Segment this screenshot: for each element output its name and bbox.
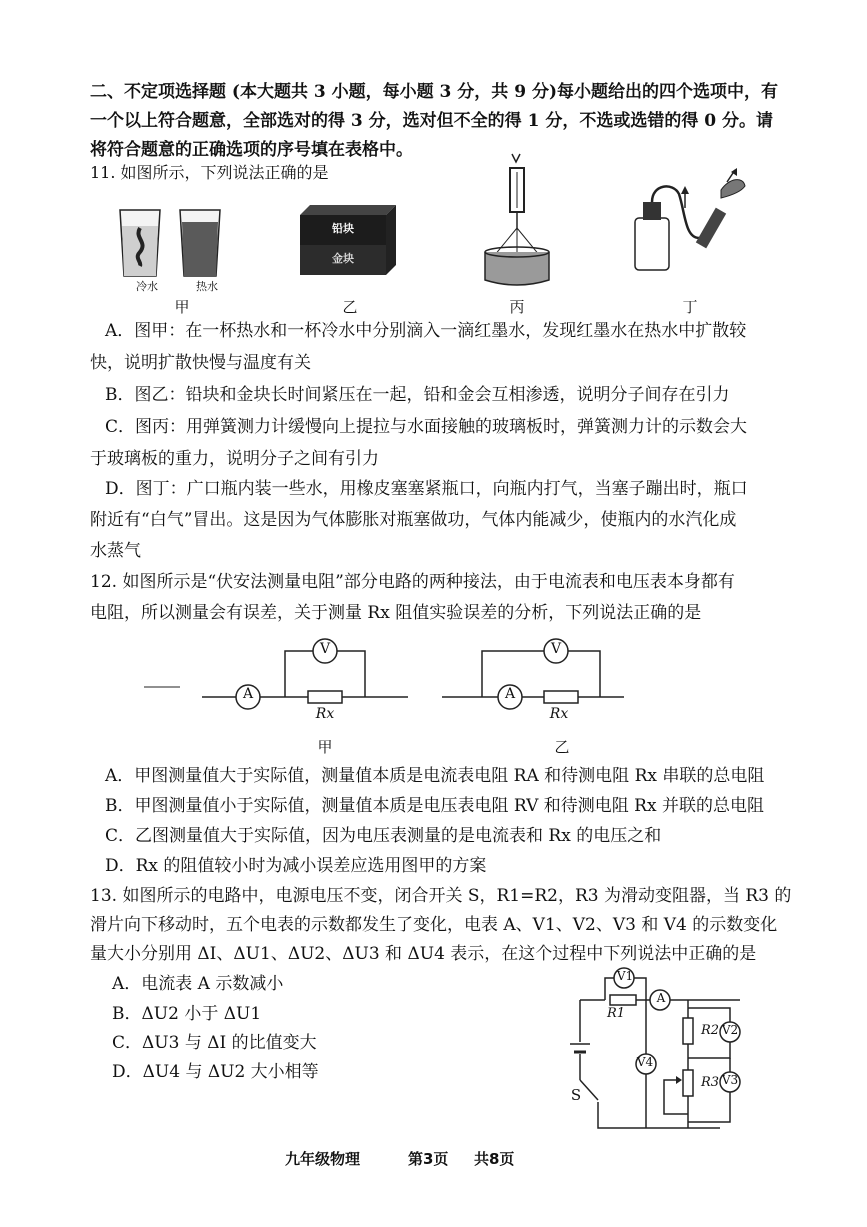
- q11-figure-ding-bottle-pump: [625, 168, 755, 278]
- r1-resistor: [610, 995, 636, 1005]
- q11-option-d-line1: D．图丁：广口瓶内装一些水，用橡皮塞塞紧瓶口，向瓶内打气，当塞子蹦出时，瓶口: [105, 479, 748, 499]
- wire-v2-bottom: [688, 1042, 730, 1058]
- q12-stem-line1: 12. 如图所示是“伏安法测量电阻”部分电路的两种接法，由于电流表和电压表本身都有: [90, 572, 735, 592]
- q11-figure-bing-spring-scale: [480, 152, 560, 292]
- q13-r3-label: R3: [700, 1075, 720, 1090]
- q13-r1-label: R1: [606, 1006, 626, 1021]
- q11-fig-jia-label: 甲: [174, 298, 190, 316]
- q13-a-label: A: [656, 991, 666, 1005]
- q13-v2-label: V2: [721, 1023, 739, 1037]
- q12-jia-ammeter-label: A: [242, 686, 254, 702]
- q11-option-d-line3: 水蒸气: [90, 541, 141, 561]
- gold-block-label: 金块: [332, 252, 354, 265]
- r2-resistor: [683, 1018, 693, 1044]
- q13-stem-line1: 13. 如图所示的电路中，电源电压不变，闭合开关 S，R1=R2，R3 为滑动变阻器，当 R3 的: [90, 886, 792, 906]
- footer-total-pages: 共8页: [474, 1150, 515, 1168]
- air-arrow-head: [681, 186, 689, 194]
- string-right: [517, 228, 540, 256]
- rx-resistor: [308, 691, 342, 703]
- scale-hook-top: [512, 154, 520, 162]
- air-pump: [696, 208, 726, 249]
- wire-v3-bottom: [688, 1092, 730, 1122]
- wire-v-right: [337, 651, 365, 697]
- wire-v-left: [285, 651, 313, 697]
- block-side: [386, 205, 396, 275]
- q12-fig-jia-label: 甲: [317, 738, 333, 756]
- q12-yi-voltmeter-label: V: [550, 641, 562, 657]
- hot-water-label: 热水: [196, 280, 218, 293]
- q13-switch-label: S: [570, 1086, 582, 1104]
- q11-option-c-line1: C．图丙：用弹簧测力计缓慢向上提拉与水面接触的玻璃板时，弹簧测力计的示数会大: [105, 417, 748, 437]
- q13-v3-label: V3: [721, 1073, 739, 1087]
- rheostat-slider-link: [664, 1102, 688, 1114]
- block-top: [300, 205, 396, 215]
- q11-fig-bing-label: 丙: [509, 298, 525, 316]
- rheostat-slider-wire: [664, 1080, 678, 1102]
- section-header-line1: 二、不定项选择题 (本大题共 3 小题，每小题 3 分，共 9 分)每小题给出的四个选项中，有: [90, 82, 779, 102]
- section-header-line3: 将符合题意的正确选项的序号填在表格中。: [90, 140, 413, 160]
- hand: [721, 180, 745, 198]
- q11-fig-ding-label: 丁: [682, 298, 698, 316]
- rx-resistor: [544, 691, 578, 703]
- string-left: [494, 228, 517, 256]
- q13-stem-line2: 滑片向下移动时，五个电表的示数都发生了变化，电表 A、V1、V2、V3 和 V4 的示数变化: [90, 915, 778, 935]
- footer-page-number: 第3页: [408, 1150, 449, 1168]
- q13-circuit: [560, 962, 780, 1134]
- q12-circuit-yi: [438, 635, 628, 735]
- q12-jia-rx-label: Rx: [315, 706, 335, 722]
- q13-option-d: D．ΔU4 与 ΔU2 大小相等: [112, 1062, 319, 1082]
- q11-stem: 11. 如图所示，下列说法正确的是: [90, 163, 329, 182]
- rheostat-slider-arrow: [676, 1076, 682, 1084]
- wire-v-right: [568, 651, 600, 697]
- q11-figure-yi-blocks: [300, 205, 400, 277]
- q12-circuit-jia: [140, 635, 420, 735]
- lead-block-label: 铅块: [332, 222, 354, 235]
- q12-yi-ammeter-label: A: [504, 686, 516, 702]
- wire-v2-top: [688, 1008, 730, 1022]
- cold-water-label: 冷水: [136, 280, 158, 293]
- q13-option-c: C．ΔU3 与 ΔI 的比值变大: [112, 1033, 317, 1053]
- q13-stem-line3: 量大小分别用 ΔI、ΔU1、ΔU2、ΔU3 和 ΔU4 表示，在这个过程中下列说法中正确的是: [90, 944, 757, 964]
- q13-option-b: B．ΔU2 小于 ΔU1: [112, 1004, 262, 1024]
- q12-stem-line2: 电阻，所以测量会有误差，关于测量 Rx 阻值实验误差的分析，下列说法正确的是: [90, 603, 702, 623]
- q11-option-a-line2: 快，说明扩散快慢与温度有关: [90, 353, 311, 373]
- rubber-stopper: [643, 202, 661, 220]
- r3-rheostat: [683, 1070, 693, 1096]
- q11-option-b: B．图乙：铅块和金块长时间紧压在一起，铅和金会互相渗透，说明分子间存在引力: [105, 385, 730, 405]
- q11-option-d-line2: 附近有“白气”冒出。这是因为气体膨胀对瓶塞做功，气体内能减少，使瓶内的水汽化成: [90, 510, 737, 530]
- q12-option-d: D．Rx 的阻值较小时为减小误差应选用图甲的方案: [105, 856, 487, 876]
- hot-water-ink: [182, 222, 218, 276]
- q11-option-a-line1: A．图甲：在一杯热水和一杯冷水中分别滴入一滴红墨水，发现红墨水在热水中扩散较: [105, 321, 747, 341]
- q12-option-b: B．甲图测量值小于实际值，测量值本质是电压表电阻 RV 和待测电阻 Rx 并联的总电阻: [105, 796, 764, 816]
- q12-fig-yi-label: 乙: [554, 738, 570, 756]
- q12-jia-voltmeter-label: V: [319, 641, 331, 657]
- q11-option-c-line2: 于玻璃板的重力，说明分子之间有引力: [90, 449, 379, 469]
- section-header-line2: 一个以上符合题意，全部选对的得 3 分，选对但不全的得 1 分，不选或选错的得 0 分。请: [90, 111, 773, 131]
- q12-yi-rx-label: Rx: [549, 706, 569, 722]
- q13-option-a: A．电流表 A 示数减小: [112, 974, 284, 994]
- q11-fig-yi-label: 乙: [342, 298, 358, 316]
- q13-v1-label: V1: [616, 969, 634, 983]
- q13-r2-label: R2: [700, 1023, 720, 1038]
- q13-v4-label: V4: [636, 1055, 654, 1069]
- footer-subject: 九年级物理: [285, 1150, 361, 1168]
- q12-option-c: C．乙图测量值大于实际值，因为电压表测量的是电流表和 Rx 的电压之和: [105, 826, 662, 846]
- q12-option-a: A．甲图测量值大于实际值，测量值本质是电流表电阻 RA 和待测电阻 Rx 串联的总电阻: [105, 766, 765, 786]
- wide-mouth-bottle: [635, 218, 669, 270]
- wire-bottom: [598, 1122, 720, 1128]
